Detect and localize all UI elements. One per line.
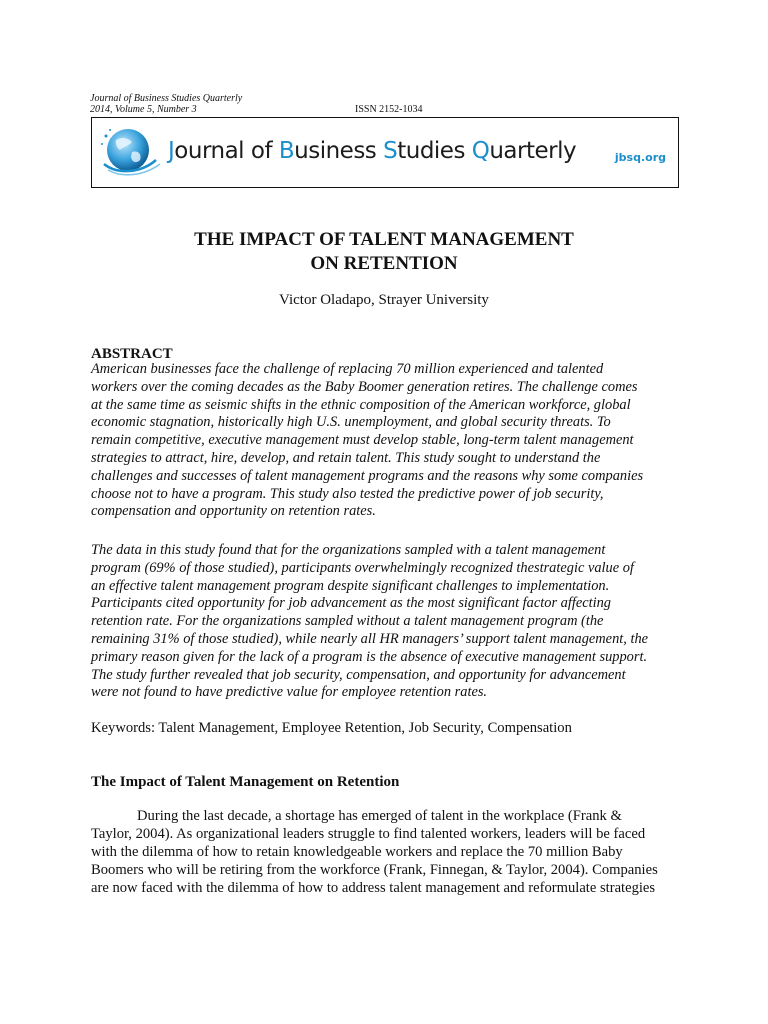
text-line: The study further revealed that job security, compensation, and opportunity for advancement: [91, 666, 626, 683]
title-line-1: THE IMPACT OF TALENT MANAGEMENT: [194, 229, 574, 250]
title-initial-q: Q: [471, 138, 490, 164]
journal-name-line: Journal of Business Studies Quarterly: [90, 93, 243, 104]
text-line: Boomers who will be retiring from the workforce (Frank, Finnegan, & Taylor, 2004). Companies: [91, 861, 658, 878]
text-line: The data in this study found that for the organizations sampled with a talent management: [91, 542, 606, 558]
journal-url: jbsq.org: [614, 151, 666, 164]
text-line: primary reason given for the lack of a program is the absence of executive management support.: [91, 648, 648, 665]
abstract-heading: ABSTRACT: [91, 346, 173, 362]
text-line: During the last decade, a shortage has emerged of talent in the workplace (Frank &: [137, 808, 622, 824]
abstract-paragraph-2: [91, 542, 681, 702]
text-line: workers over the coming decades as the Baby Boomer generation retires. The challenge comes: [91, 378, 638, 395]
paper-title: [0, 228, 768, 276]
text-line: compensation and opportunity on retention rates.: [91, 503, 376, 520]
text-line: Taylor, 2004). As organizational leaders struggle to find talented workers, leaders will be faced: [91, 825, 646, 842]
abstract-paragraph-1: [91, 361, 681, 521]
title-initial-b: B: [278, 138, 295, 164]
title-line-2: ON RETENTION: [310, 253, 458, 274]
issn-label: ISSN 2152-1034: [355, 104, 423, 115]
text-line: strategies to attract, hire, develop, and retain talent. This study sought to understand the: [91, 449, 601, 466]
text-line: at the same time as seismic shifts in the ethnic composition of the American workforce, global: [91, 396, 631, 413]
volume-line: 2014, Volume 5, Number 3: [90, 104, 197, 115]
journal-banner: [91, 117, 679, 188]
text-line: challenges and successes of talent management programs and the reasons why some companies: [91, 467, 644, 484]
text-line: remaining 31% of those studied), while nearly all HR managers’ support talent management, the: [91, 630, 649, 647]
title-initial-j: J: [168, 138, 175, 164]
title-part-tudies: tudies: [397, 138, 472, 164]
text-line: American businesses face the challenge of replacing 70 million experienced and talented: [91, 361, 604, 377]
text-line: choose not to have a program. This study also tested the predictive power of job security,: [91, 485, 604, 502]
text-line: remain competitive, executive management must develop stable, long-term talent management: [91, 432, 634, 449]
title-initial-s: S: [383, 138, 398, 164]
text-line: are now faced with the dilemma of how to address talent management and reformulate strategies: [91, 879, 656, 896]
text-line: program (69% of those studied), participants overwhelmingly recognized thestrategic value of: [91, 559, 634, 576]
globe-logo-icon: [98, 124, 164, 182]
title-part-uarterly: uarterly: [489, 138, 577, 164]
keywords-line: Keywords: Talent Management, Employee Retention, Job Security, Compensation: [91, 720, 572, 736]
banner-journal-title: [168, 138, 576, 164]
text-line: were not found to have predictive value for employee retention rates.: [91, 684, 488, 701]
section-heading: The Impact of Talent Management on Retention: [91, 774, 400, 790]
text-line: retention rate. For the organizations sampled without a talent management program (the: [91, 613, 604, 630]
text-line: Participants cited opportunity for job advancement as the most significant factor affecting: [91, 595, 611, 612]
title-part-ournal-of: ournal of: [174, 138, 279, 164]
author-line: Victor Oladapo, Strayer University: [279, 292, 489, 308]
text-line: an effective talent management program despite significant challenges to implementation.: [91, 577, 610, 594]
text-line: economic stagnation, historically high U.S. unemployment, and global security threats. To: [91, 414, 611, 431]
text-line: with the dilemma of how to retain knowledgeable workers and replace the 70 million Baby: [91, 843, 623, 860]
title-part-usiness: usiness: [294, 138, 384, 164]
body-paragraph-1: [91, 808, 681, 898]
running-head: [90, 93, 242, 115]
